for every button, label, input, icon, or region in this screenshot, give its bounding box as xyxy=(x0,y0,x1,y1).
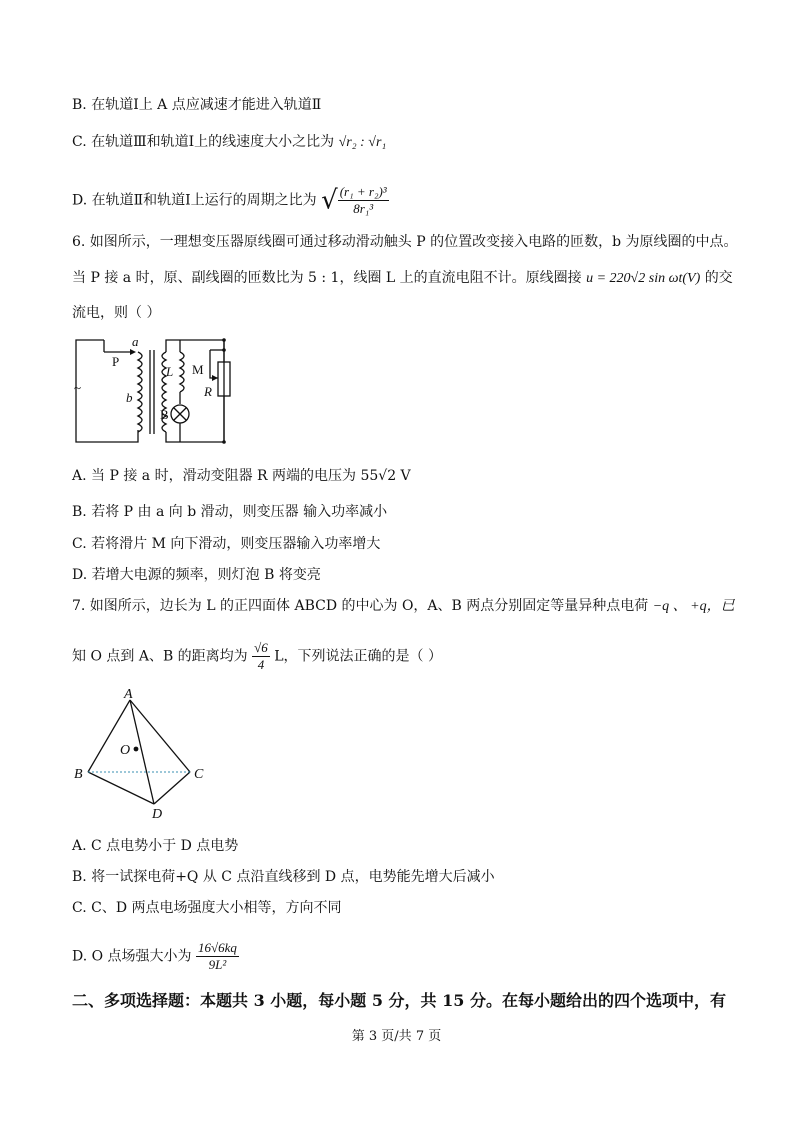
q7-stem-line1-text: 7. 如图所示，边长为 L 的正四面体 ABCD 的中心为 O，A、B 两点分别固定等量异种点电荷 xyxy=(72,598,649,614)
vertex-c-label: C xyxy=(194,767,204,782)
q5-option-c-text: C. 在轨道Ⅲ和轨道Ⅰ上的线速度大小之比为 xyxy=(72,134,335,150)
q7-stem-line2 xyxy=(72,640,442,673)
q6-voltage-expression: u = 220√2 sin ωt(V) xyxy=(586,271,701,286)
q7-option-d-fraction xyxy=(196,940,239,973)
q7-fraction-numerator: √6 xyxy=(254,640,268,655)
q7-option-d xyxy=(72,940,239,973)
lamp-b-label: B xyxy=(160,407,169,422)
q7-option-a: A. C 点电势小于 D 点电势 xyxy=(72,838,239,854)
vertex-d-label: D xyxy=(152,807,163,820)
q7-stem-line2-text: 知 O 点到 A、B 的距离均为 xyxy=(72,648,248,665)
vertex-a-label: A xyxy=(124,688,133,702)
center-o-label: O xyxy=(120,743,131,758)
q7-distance-fraction xyxy=(252,640,270,673)
q7-charges: −q 、 +q，已 xyxy=(652,599,735,614)
q6-stem-line2 xyxy=(72,268,733,289)
q7-stem-line2-end: L，下列说法正确的是（ ） xyxy=(274,648,442,665)
terminal-a-label: a xyxy=(132,334,139,349)
rheostat-r-label: R xyxy=(204,384,212,399)
q5-option-d-numerator: (r₁ + r₂)³ xyxy=(339,184,387,199)
q6-stem-line2-end: 的交 xyxy=(704,270,733,286)
q7-option-c: C. C、D 两点电场强度大小相等，方向不同 xyxy=(72,900,342,916)
slider-m-label: M xyxy=(192,362,204,377)
midpoint-b-label: b xyxy=(126,390,133,405)
slider-p-label: P xyxy=(112,354,120,369)
vertex-b-label: B xyxy=(74,767,83,782)
q7-option-d-text: D. O 点场强大小为 xyxy=(72,948,192,965)
q6-stem-line3: 流电，则（ ） xyxy=(72,305,161,321)
q6-option-b: B. 若将 P 由 a 向 b 滑动，则变压器 输入功率减小 xyxy=(72,504,388,520)
q5-option-c xyxy=(72,132,386,153)
q6-stem-line1: 6. 如图所示，一理想变压器原线圈可通过移动滑动触头 P 的位置改变接入电路的匝数，b 为原线圈的中点。 xyxy=(72,234,738,250)
q5-option-d: D. 在轨道Ⅱ和轨道Ⅰ上运行的周期之比为 √ $\frac{\text{(r₁ + r₂)³}}{\text{8r₁³}}$ xyxy=(72,184,387,216)
q7-option-d-denominator: 9L² xyxy=(208,957,227,972)
q6-option-d: D. 若增大电源的频率，则灯泡 B 将变亮 xyxy=(72,567,321,583)
page-footer: 第 3 页/共 7 页 xyxy=(351,1029,442,1044)
q7-stem-line1 xyxy=(72,596,735,617)
q6-option-c: C. 若将滑片 M 向下滑动，则变压器输入功率增大 xyxy=(72,536,381,552)
section-2-heading: 二、多项选择题：本题共 3 小题，每小题 5 分，共 15 分。在每小题给出的四个选项中，有 xyxy=(72,991,726,1010)
q5-option-d-denominator: 8r₁³ xyxy=(353,201,374,216)
tetrahedron-diagram xyxy=(70,688,210,820)
q7-option-b: B. 将一试探电荷+Q 从 C 点沿直线移到 D 点，电势能先增大后减小 xyxy=(72,869,495,885)
ac-source-label: ~ xyxy=(74,380,82,395)
q5-option-d-fraction xyxy=(338,184,389,217)
q5-option-d-text: D. 在轨道Ⅱ和轨道Ⅰ上运行的周期之比为 xyxy=(72,192,317,209)
q6-stem-line2-text: 当 P 接 a 时，原、副线圈的匝数比为 5 : 1，线圈 L 上的直流电阻不计。原线圈接 xyxy=(72,270,582,286)
q6-option-a: A. 当 P 接 a 时，滑动变阻器 R 两端的电压为 55√2 V xyxy=(72,468,411,484)
transformer-circuit-diagram xyxy=(70,330,240,446)
q7-fraction-denominator: 4 xyxy=(257,657,265,672)
q5-option-b: B. 在轨道Ⅰ上 A 点应减速才能进入轨道Ⅱ xyxy=(72,97,322,113)
q7-option-d-numerator: 16√6kq xyxy=(198,940,237,955)
inductor-l-label: L xyxy=(166,364,174,379)
q5-option-c-expression: √r₂ : √r₁ xyxy=(338,135,387,150)
